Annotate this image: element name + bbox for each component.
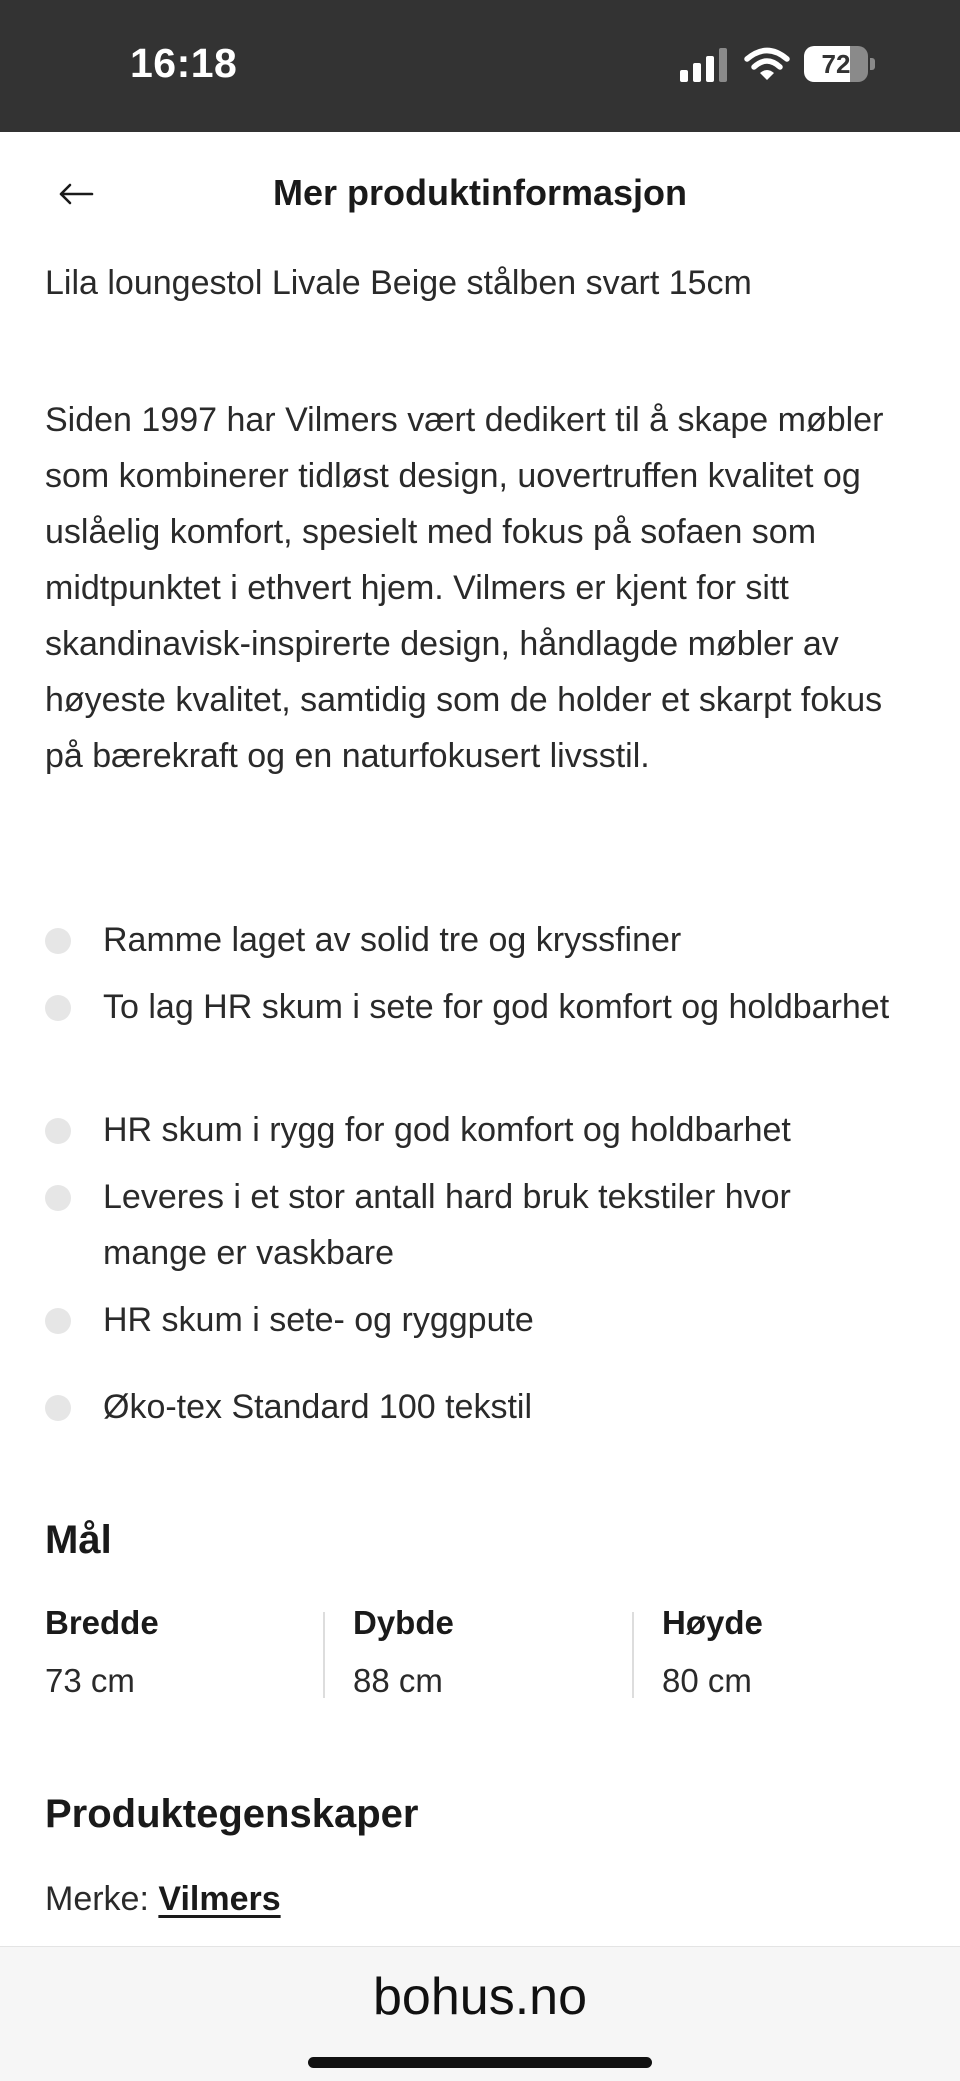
url-text[interactable]: bohus.no [373, 1968, 587, 2026]
dimensions-title: Mål [45, 1518, 112, 1562]
properties-title: Produktegenskaper [45, 1792, 419, 1836]
battery-icon [804, 46, 874, 82]
feature-text: HR skum i sete- og ryggpute [103, 1301, 534, 1339]
product-name: Lila loungestol Livale Beige stålben svart 15cm [45, 264, 752, 302]
dimension-value: 80 cm [662, 1662, 752, 1699]
battery-body [804, 46, 868, 82]
page-title: Mer produktinformasjon [272, 172, 688, 213]
feature-text: Ramme laget av solid tre og kryssfiner [103, 921, 682, 959]
dimension-label: Høyde [662, 1604, 763, 1641]
feature-text: HR skum i rygg for god komfort og holdbarhet [103, 1111, 791, 1149]
browser-url-bar[interactable] [0, 1946, 960, 2081]
bullet-icon [45, 1185, 71, 1211]
signal-icon [680, 48, 730, 82]
status-time: 16:18 [130, 40, 238, 86]
status-bar [0, 0, 960, 132]
brand-label: Merke: [45, 1880, 149, 1918]
dimension-label: Bredde [45, 1604, 159, 1641]
product-description: Siden 1997 har Vilmers vært dedikert til å skape møbler som kombinerer tidløst design, uovertruffen kvalitet og uslåelig komfort, spesielt med fokus på sofaen som midtpunktet i ethvert hjem. Vilmers er kjent for sitt skandinavisk-inspirerte design, håndlagde møbler av høyeste kvalitet, samtidig som de holder et skarpt fokus på bærekraft og en naturfokusert livsstil. [45, 401, 884, 775]
brand-link[interactable]: Vilmers [158, 1880, 281, 1918]
feature-text: Øko-tex Standard 100 tekstil [103, 1388, 533, 1426]
bullet-icon [45, 1118, 71, 1144]
bullet-icon [45, 928, 71, 954]
feature-text: Leveres i et stor antall hard bruk tekstiler hvor mange er vaskbare [103, 1178, 791, 1272]
divider [323, 1612, 325, 1698]
bullet-icon [45, 995, 71, 1021]
wifi-icon [744, 46, 790, 82]
dimension-label: Dybde [353, 1604, 454, 1641]
feature-text: To lag HR skum i sete for god komfort og holdbarhet [103, 988, 890, 1026]
home-indicator[interactable] [308, 2057, 652, 2068]
bullet-icon [45, 1308, 71, 1334]
dimension-value: 88 cm [353, 1662, 443, 1699]
battery-cap [870, 58, 875, 70]
page-header [0, 132, 960, 256]
dimension-value: 73 cm [45, 1662, 135, 1699]
divider [632, 1612, 634, 1698]
dimensions-table [45, 1604, 915, 1704]
brand-row [45, 1880, 281, 1919]
battery-percent: 72 [821, 49, 851, 79]
bullet-icon [45, 1395, 71, 1421]
